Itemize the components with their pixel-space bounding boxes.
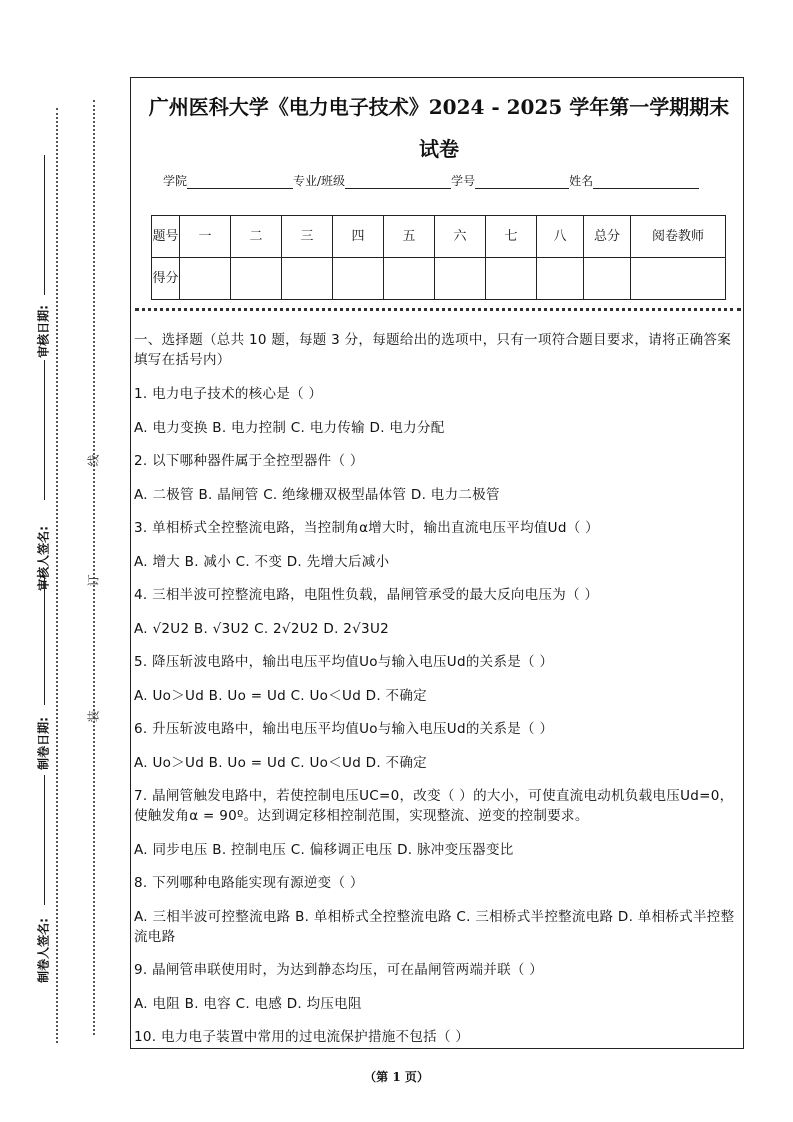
question-options: A. 三相半波可控整流电路 B. 单相桥式全控整流电路 C. 三相桥式半控整流电路 D. 单相桥式半控整流电路 xyxy=(134,909,735,945)
maker-label: 制卷人签名: xyxy=(36,918,51,983)
score-table xyxy=(151,215,726,300)
review-date-line xyxy=(44,155,45,295)
reviewer-label: 审核人签名: xyxy=(36,526,51,591)
question-text: 2. 以下哪种器件属于全控型器件（ ） xyxy=(134,453,364,469)
college-field[interactable] xyxy=(187,174,293,189)
question-text: 10. 电力电子装置中常用的过电流保护措施不包括（ ） xyxy=(134,1029,470,1045)
score-cell[interactable] xyxy=(584,258,631,300)
seal-dotted-left xyxy=(56,108,58,1043)
question-options: A. Uo＞Ud B. Uo = Ud C. Uo＜Ud D. 不确定 xyxy=(134,755,427,771)
major-field[interactable] xyxy=(345,174,451,189)
question-options: A. 增大 B. 减小 C. 不变 D. 先增大后减小 xyxy=(134,554,390,570)
question-text: 3. 单相桥式全控整流电路，当控制角α增大时，输出直流电压平均值Ud（ ） xyxy=(134,520,599,536)
exam-title: 广州医科大学《电力电子技术》2024 - 2025 学年第一学期期末试卷 xyxy=(148,95,730,161)
question-text: 4. 三相半波可控整流电路，电阻性负载，晶闸管承受的最大反向电压为（ ） xyxy=(134,587,599,603)
bind-mark-xian: 线 xyxy=(86,454,101,467)
question-options: A. 电阻 B. 电容 C. 电感 D. 均压电阻 xyxy=(134,996,362,1012)
score-cell[interactable] xyxy=(631,258,726,300)
question-text: 5. 降压斩波电路中，输出电压平均值Uo与输入电压Ud的关系是（ ） xyxy=(134,654,554,670)
question-list xyxy=(134,384,742,1047)
question-text: 8. 下列哪种电路能实现有源逆变（ ） xyxy=(134,875,364,891)
question-text: 7. 晶闸管触发电路中，若使控制电压UC=0，改变（ ）的大小，可使直流电动机负载电压Ud=0，使触发角α = 90º。达到调定移相控制范围，实现整流、逆变的控制要求。 xyxy=(134,788,734,824)
major-label: 专业/班级 xyxy=(293,174,346,188)
question-options: A. 二极管 B. 晶闸管 C. 绝缘栅双极型晶体管 D. 电力二极管 xyxy=(134,487,500,503)
question-text: 9. 晶闸管串联使用时，为达到静态均压，可在晶闸管两端并联（ ） xyxy=(134,962,544,978)
question-options: A. 电力变换 B. 电力控制 C. 电力传输 D. 电力分配 xyxy=(134,420,445,436)
score-cell[interactable] xyxy=(231,258,282,300)
score-header-row xyxy=(152,216,726,258)
header-cell: 六 xyxy=(435,216,486,258)
header-cell: 题号 xyxy=(152,216,180,258)
header-cell: 阅卷教师 xyxy=(631,216,726,258)
college-label: 学院 xyxy=(163,174,188,188)
score-cell[interactable] xyxy=(486,258,537,300)
score-cell[interactable] xyxy=(180,258,231,300)
question-text: 1. 电力电子技术的核心是（ ） xyxy=(134,386,323,402)
question-options: A. 同步电压 B. 控制电压 C. 偏移调正电压 D. 脉冲变压器变比 xyxy=(134,842,514,858)
seal-dotted-right xyxy=(93,100,95,1035)
dotted-separator xyxy=(135,308,741,311)
header-cell: 八 xyxy=(537,216,584,258)
score-cell[interactable] xyxy=(435,258,486,300)
bind-mark-ding: 订 xyxy=(86,574,101,587)
name-field[interactable] xyxy=(593,174,699,189)
review-date-label: 审核日期: xyxy=(36,305,51,358)
maker-line xyxy=(44,775,45,905)
header-cell: 五 xyxy=(384,216,435,258)
questions-body xyxy=(134,330,742,1061)
question-options: A. √2U2 B. √3U2 C. 2√2U2 D. 2√3U2 xyxy=(134,621,390,637)
question-text: 6. 升压斩波电路中，输出电压平均值Uo与输入电压Ud的关系是（ ） xyxy=(134,721,554,737)
bind-mark-zhuang: 装 xyxy=(86,710,101,723)
student-info xyxy=(163,172,723,189)
header-cell: 四 xyxy=(333,216,384,258)
header-cell: 二 xyxy=(231,216,282,258)
id-label: 学号 xyxy=(451,174,476,188)
question-options: A. Uo＞Ud B. Uo = Ud C. Uo＜Ud D. 不确定 xyxy=(134,688,427,704)
score-cell[interactable] xyxy=(333,258,384,300)
score-cell[interactable] xyxy=(282,258,333,300)
header-cell: 一 xyxy=(180,216,231,258)
header-cell: 三 xyxy=(282,216,333,258)
make-date-line xyxy=(44,575,45,705)
id-field[interactable] xyxy=(475,174,569,189)
header-cell: 总分 xyxy=(584,216,631,258)
make-date-label: 制卷日期: xyxy=(36,717,51,770)
name-label: 姓名 xyxy=(569,174,594,188)
header-cell: 七 xyxy=(486,216,537,258)
score-cell[interactable] xyxy=(537,258,584,300)
reviewer-line xyxy=(44,360,45,500)
section-heading: 一、选择题（总共 10 题，每题 3 分，每题给出的选项中，只有一项符合题目要求，请将正确答案填写在括号内） xyxy=(134,332,732,368)
score-cell[interactable] xyxy=(384,258,435,300)
score-row xyxy=(152,258,726,300)
score-row-label: 得分 xyxy=(152,258,180,300)
page-number: （第 1 页） xyxy=(364,1070,429,1084)
